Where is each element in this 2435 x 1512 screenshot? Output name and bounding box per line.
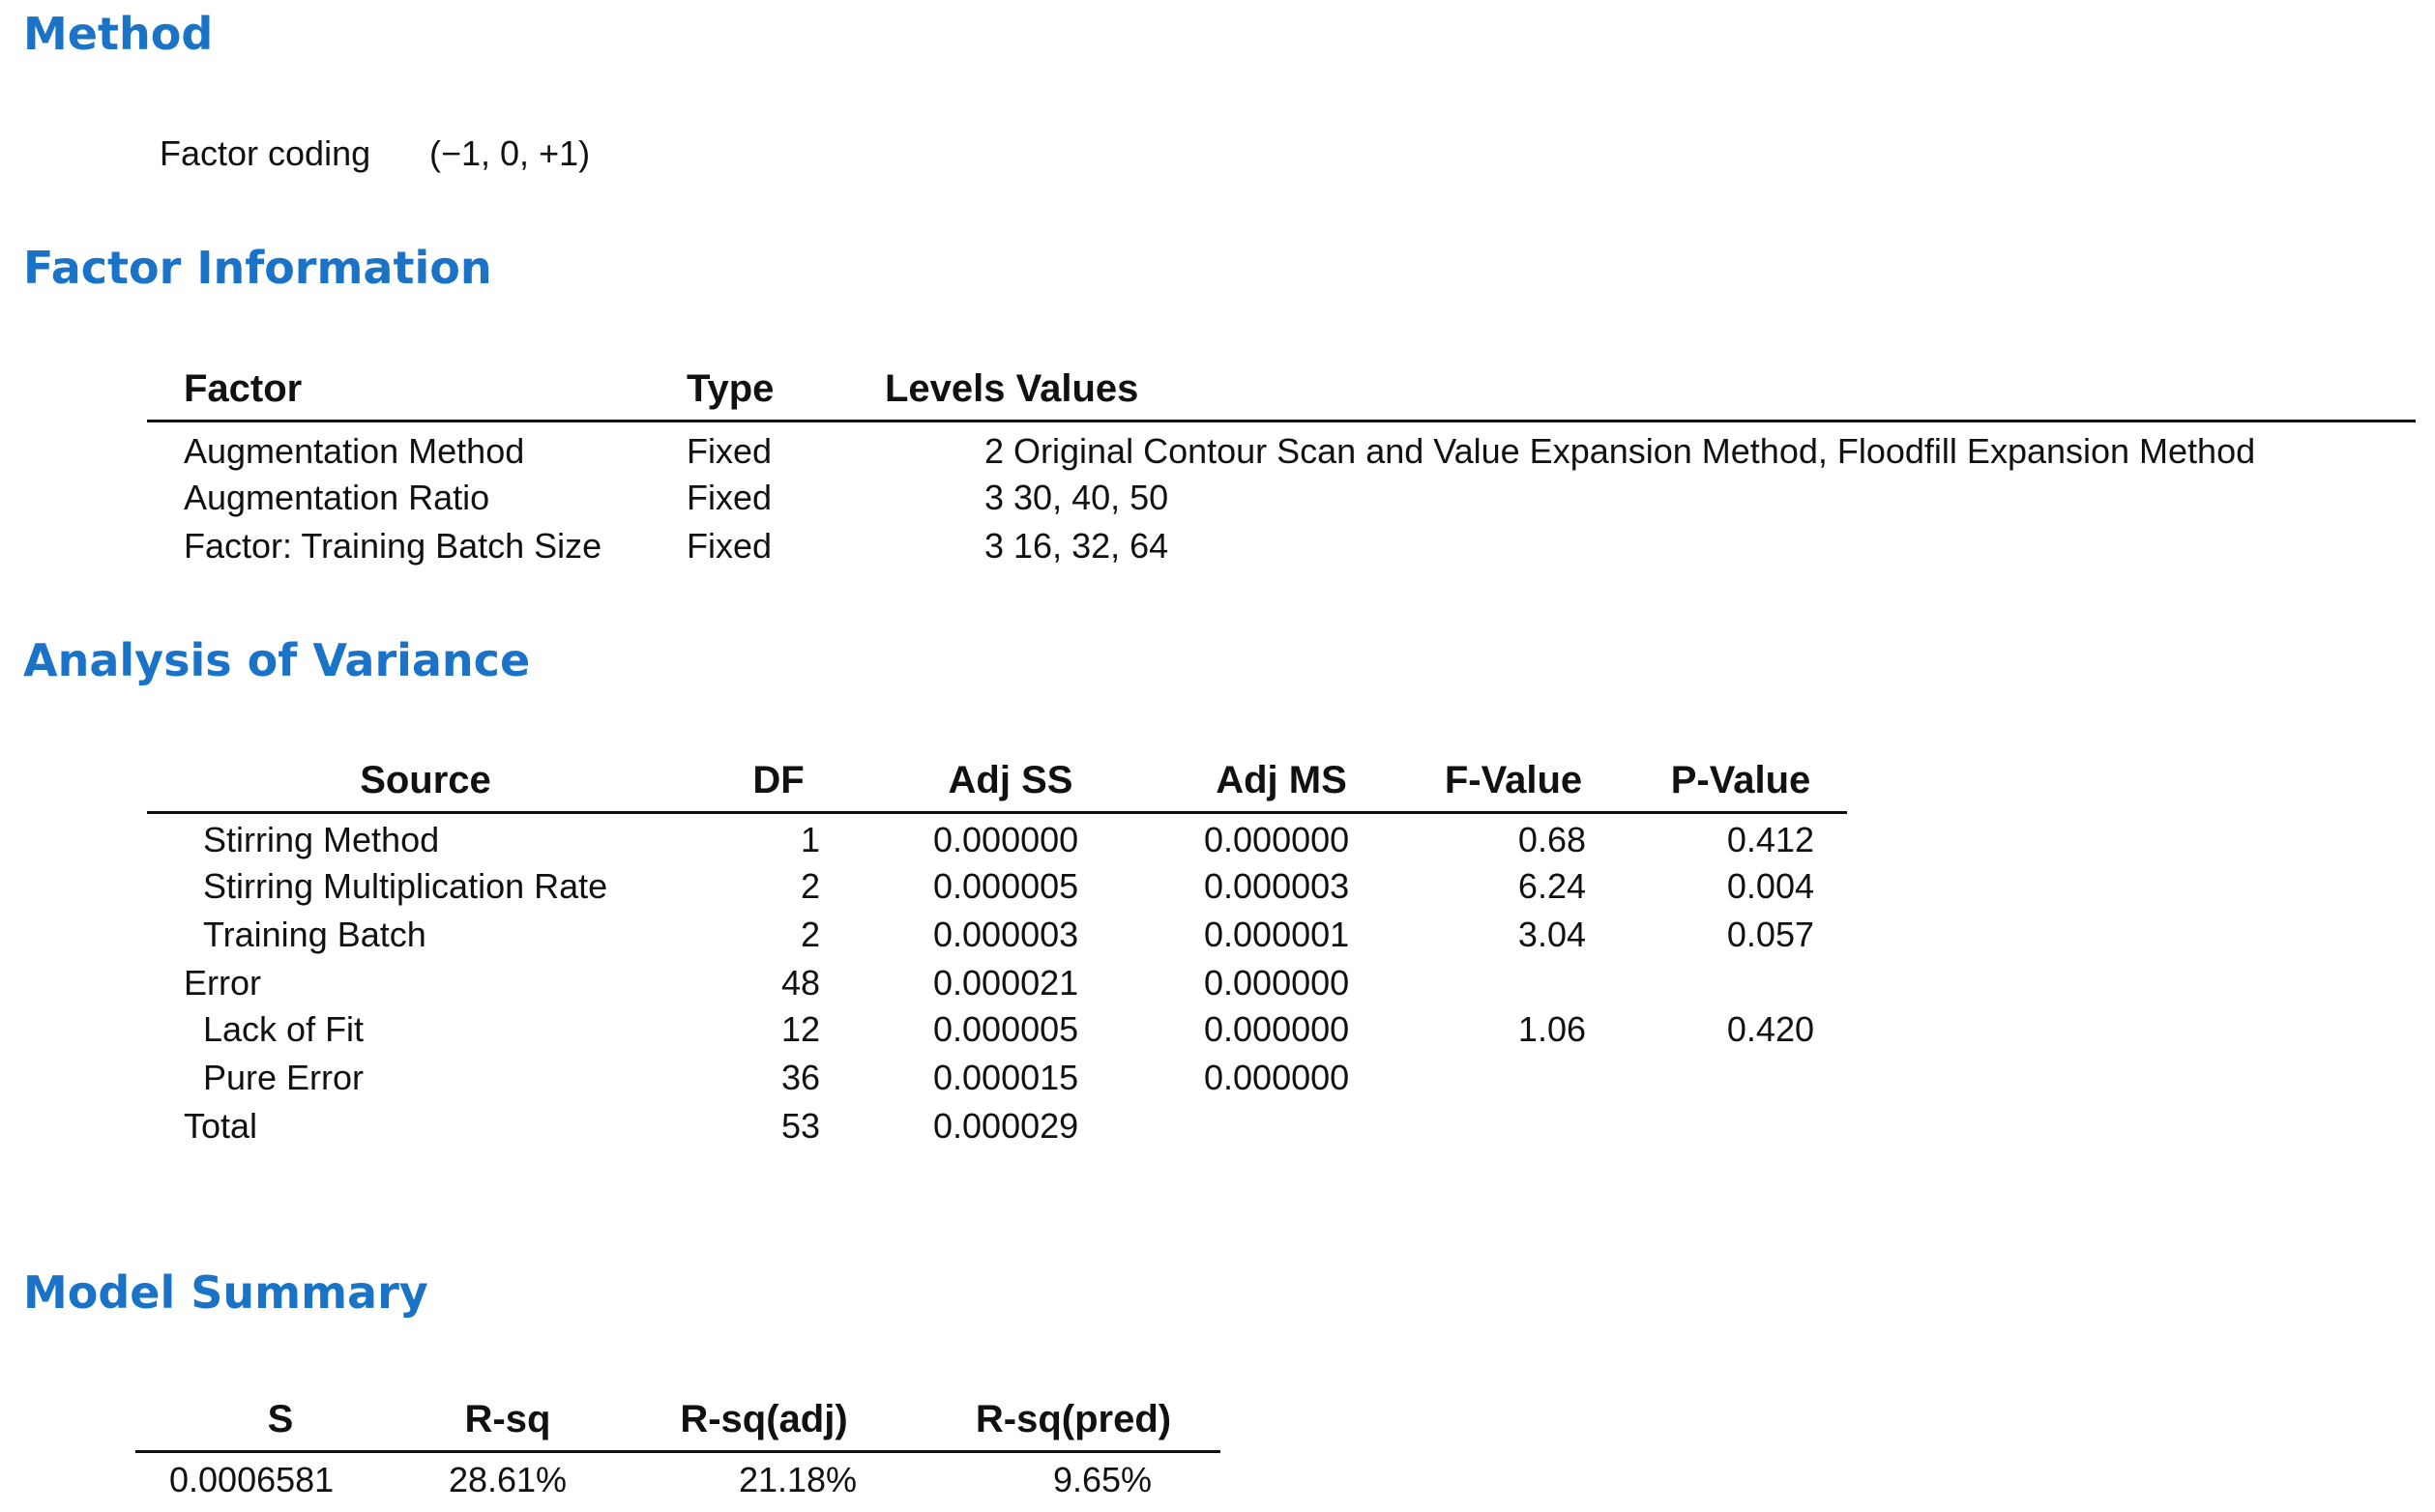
type-header: Type — [687, 367, 775, 410]
adj-ss-header: Adj SS — [948, 759, 1073, 801]
adj-ms-cell: 0.000000 — [1204, 820, 1350, 859]
f-value-cell: 0.68 — [1517, 820, 1586, 859]
adj-ss-cell: 0.000029 — [933, 1106, 1079, 1146]
analysis-of-variance-heading: Analysis of Variance — [23, 634, 531, 686]
factor-header: Factor — [184, 367, 303, 410]
rsq-adj-cell: 21.18% — [738, 1460, 858, 1499]
f-value-cell: 1.06 — [1517, 1009, 1586, 1049]
factor-cell: Factor: Training Batch Size — [184, 526, 602, 566]
df-cell: 2 — [800, 915, 820, 954]
p-value-header: P-Value — [1670, 759, 1811, 801]
source-cell: Stirring Method — [203, 820, 440, 859]
factor-coding-value: (−1, 0, +1) — [429, 133, 591, 173]
type-cell: Fixed — [687, 526, 773, 566]
levels-values-cell: 3 16, 32, 64 — [984, 526, 1169, 566]
type-cell: Fixed — [687, 478, 773, 517]
source-cell: Stirring Multiplication Rate — [203, 866, 608, 906]
factor-cell: Augmentation Method — [184, 431, 525, 471]
s-header: S — [267, 1398, 294, 1440]
factor-cell: Augmentation Ratio — [184, 478, 490, 517]
adj-ss-cell: 0.000003 — [933, 915, 1079, 954]
df-cell: 2 — [800, 866, 820, 906]
method-heading: Method — [23, 8, 214, 60]
rsq-pred-cell: 9.65% — [1052, 1460, 1153, 1499]
df-header: DF — [752, 759, 805, 801]
model-summary-header-rule — [135, 1450, 1220, 1453]
df-cell: 48 — [780, 963, 820, 1003]
factor-information-heading: Factor Information — [23, 242, 492, 294]
levels-values-header: Levels Values — [885, 367, 1139, 410]
p-value-cell: 0.412 — [1726, 820, 1814, 859]
model-summary-heading: Model Summary — [23, 1266, 428, 1319]
source-cell: Pure Error — [203, 1058, 365, 1097]
f-value-cell: 6.24 — [1517, 866, 1586, 906]
adj-ss-cell: 0.000015 — [933, 1058, 1079, 1097]
adj-ms-cell: 0.000000 — [1204, 963, 1350, 1003]
levels-values-cell: 3 30, 40, 50 — [984, 478, 1169, 517]
df-cell: 1 — [800, 820, 820, 859]
source-cell: Total — [184, 1106, 258, 1146]
source-cell: Training Batch — [203, 915, 426, 954]
source-cell: Error — [184, 963, 261, 1003]
rsq-adj-header: R-sq(adj) — [680, 1398, 848, 1440]
adj-ss-cell: 0.000005 — [933, 866, 1079, 906]
s-cell: 0.0006581 — [169, 1460, 335, 1499]
adj-ms-cell: 0.000001 — [1204, 915, 1350, 954]
adj-ms-header: Adj MS — [1216, 759, 1347, 801]
factor-header-rule — [147, 420, 2416, 422]
p-value-cell: 0.420 — [1726, 1009, 1814, 1049]
df-cell: 12 — [780, 1009, 820, 1049]
f-value-header: F-Value — [1444, 759, 1583, 801]
df-cell: 53 — [780, 1106, 820, 1146]
adj-ss-cell: 0.000021 — [933, 963, 1079, 1003]
levels-values-cell: 2 Original Contour Scan and Value Expansion Method, Floodfill Expansion Method — [984, 431, 2256, 471]
anova-header-rule — [147, 811, 1847, 814]
type-cell: Fixed — [687, 431, 773, 471]
source-cell: Lack of Fit — [203, 1009, 365, 1049]
rsq-pred-header: R-sq(pred) — [975, 1398, 1172, 1440]
df-cell: 36 — [780, 1058, 820, 1097]
rsq-cell: 28.61% — [448, 1460, 568, 1499]
rsq-header: R-sq — [464, 1398, 551, 1440]
adj-ms-cell: 0.000003 — [1204, 866, 1350, 906]
p-value-cell: 0.004 — [1726, 866, 1814, 906]
adj-ms-cell: 0.000000 — [1204, 1009, 1350, 1049]
factor-coding-label: Factor coding — [160, 133, 371, 173]
p-value-cell: 0.057 — [1726, 915, 1814, 954]
adj-ss-cell: 0.000005 — [933, 1009, 1079, 1049]
f-value-cell: 3.04 — [1517, 915, 1586, 954]
adj-ms-cell: 0.000000 — [1204, 1058, 1350, 1097]
source-header: Source — [360, 759, 491, 801]
adj-ss-cell: 0.000000 — [933, 820, 1079, 859]
